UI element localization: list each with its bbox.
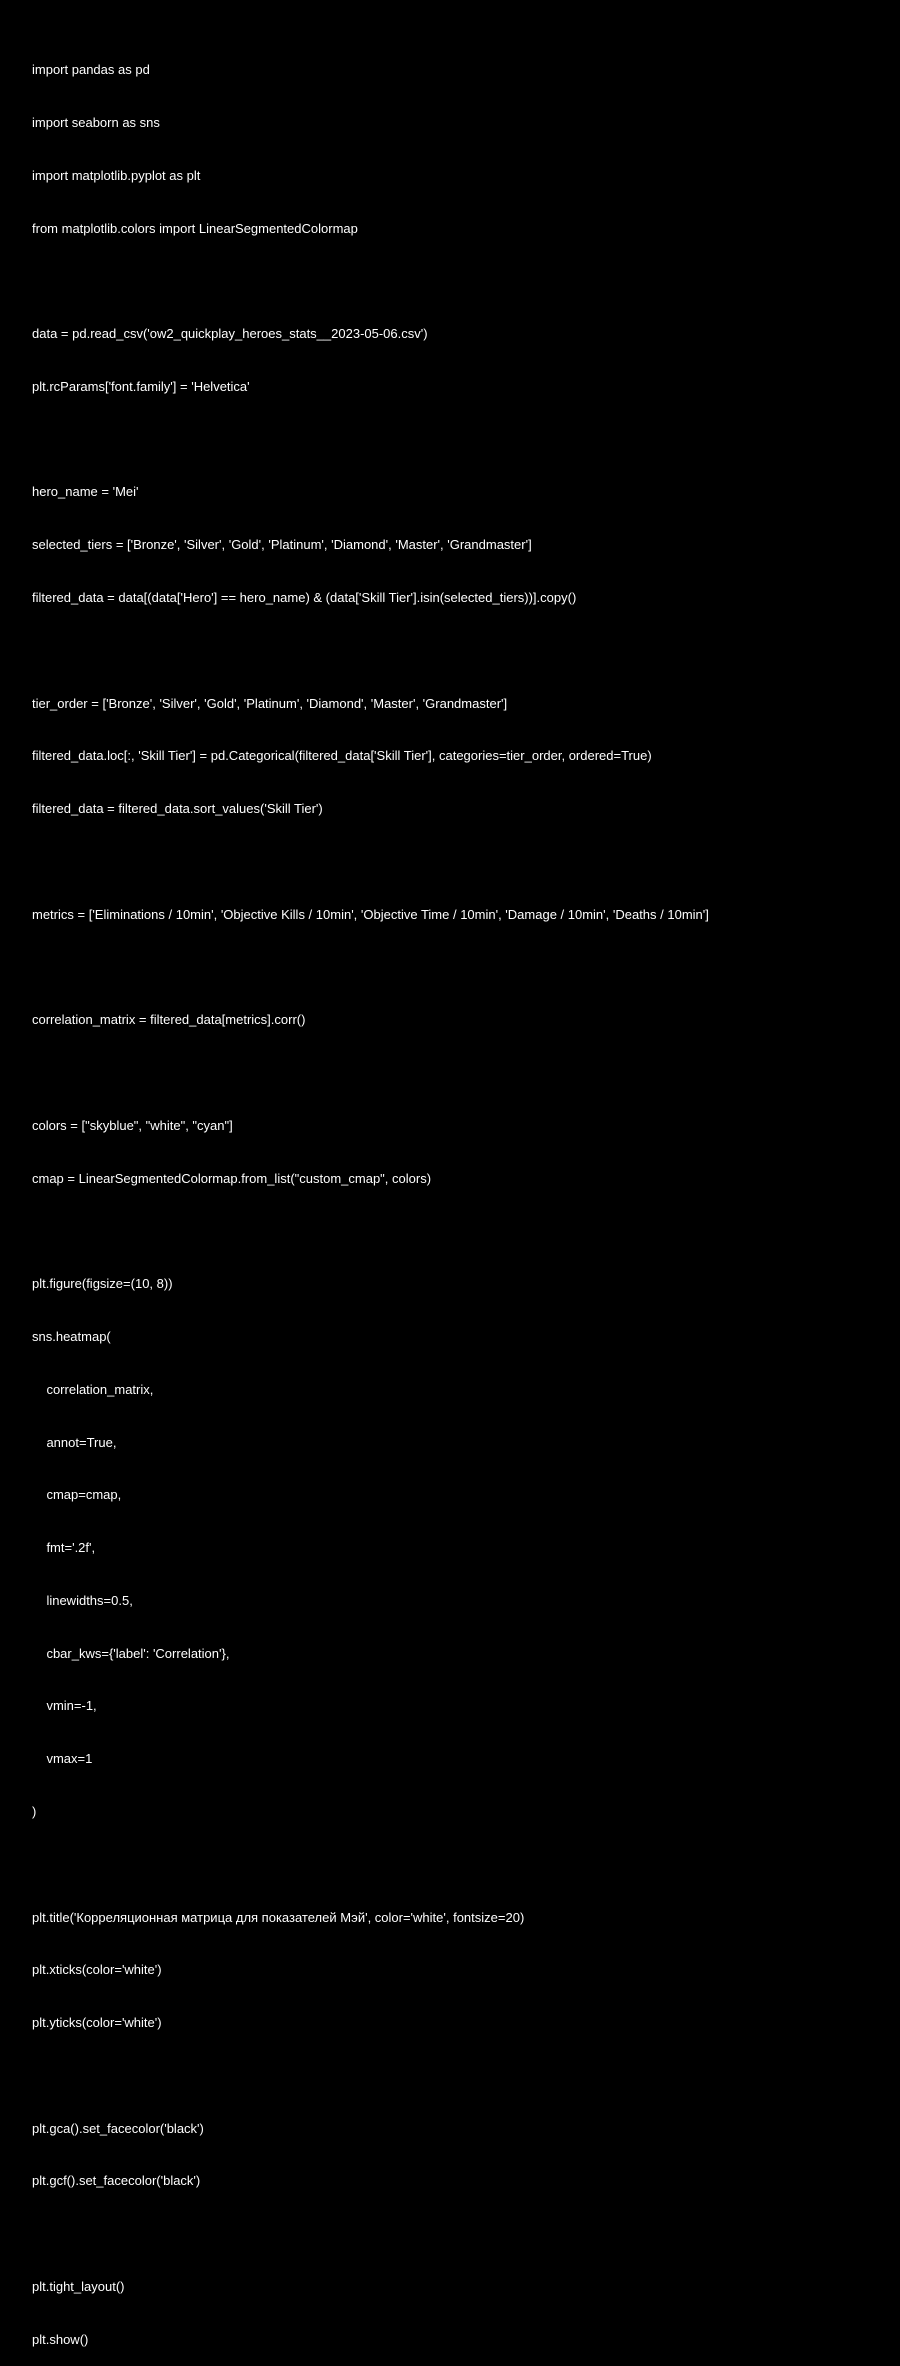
code-line: cmap=cmap, xyxy=(32,1487,122,1503)
code-line: vmin=-1, xyxy=(32,1698,97,1714)
code-line: hero_name = 'Mei' xyxy=(32,484,139,500)
code-line xyxy=(32,958,882,976)
code-line: plt.gcf().set_facecolor('black') xyxy=(32,2173,201,2189)
code-line: correlation_matrix, xyxy=(32,1381,154,1397)
code-line: import pandas as pd xyxy=(32,62,150,78)
code-block xyxy=(32,26,882,2366)
code-line: metrics = ['Eliminations / 10min', 'Objective Kills / 10min', 'Objective Time / 10min', 'Damage / 10min', 'Deaths / 10min'] xyxy=(32,906,709,922)
code-line: plt.tight_layout() xyxy=(32,2279,125,2294)
code-line: fmt='.2f', xyxy=(32,1540,96,1556)
code-line: filtered_data = data[(data['Hero'] == hero_name) & (data['Skill Tier'].isin(selected_tiers))].copy() xyxy=(32,590,577,605)
code-line xyxy=(32,2225,882,2243)
code-line: vmax=1 xyxy=(32,1751,93,1767)
code-line: import matplotlib.pyplot as plt xyxy=(32,167,201,183)
code-line: plt.show() xyxy=(32,2331,89,2347)
code-line xyxy=(32,272,882,290)
code-line: filtered_data.loc[:, 'Skill Tier'] = pd.Categorical(filtered_data['Skill Tier'], categories=tier_order, ordered=True) xyxy=(32,748,652,764)
code-line: annot=True, xyxy=(32,1434,117,1450)
code-line xyxy=(32,853,882,871)
code-line: cbar_kws={'label': 'Correlation'}, xyxy=(32,1645,230,1661)
code-line: selected_tiers = ['Bronze', 'Silver', 'Gold', 'Platinum', 'Diamond', 'Master', 'Grandmaster'] xyxy=(32,537,532,553)
code-line: ) xyxy=(32,1803,37,1819)
code-line: cmap = LinearSegmentedColormap.from_list("custom_cmap", colors) xyxy=(32,1170,432,1186)
code-line: plt.title('Корреляционная матрица для показателей Мэй', color='white', fontsize=20) xyxy=(32,1909,525,1925)
code-line: plt.yticks(color='white') xyxy=(32,2015,162,2031)
code-line: correlation_matrix = filtered_data[metrics].corr() xyxy=(32,1012,306,1028)
code-line: tier_order = ['Bronze', 'Silver', 'Gold', 'Platinum', 'Diamond', 'Master', 'Grandmaster'] xyxy=(32,695,508,711)
code-line: sns.heatmap( xyxy=(32,1328,111,1344)
code-line xyxy=(32,431,882,449)
code-line xyxy=(32,642,882,660)
code-line: plt.xticks(color='white') xyxy=(32,1962,162,1978)
code-line: filtered_data = filtered_data.sort_values('Skill Tier') xyxy=(32,801,323,817)
code-line: plt.figure(figsize=(10, 8)) xyxy=(32,1276,173,1292)
code-line xyxy=(32,2067,882,2085)
code-line: plt.gca().set_facecolor('black') xyxy=(32,2120,204,2136)
code-line: colors = ["skyblue", "white", "cyan"] xyxy=(32,1117,233,1133)
code-line: data = pd.read_csv('ow2_quickplay_heroes_stats__2023-05-06.csv') xyxy=(32,326,428,342)
code-line xyxy=(32,1222,882,1240)
code-line: plt.rcParams['font.family'] = 'Helvetica' xyxy=(32,378,250,394)
code-line xyxy=(32,1064,882,1082)
code-line: import seaborn as sns xyxy=(32,114,160,130)
code-line: linewidths=0.5, xyxy=(32,1592,133,1608)
code-line: from matplotlib.colors import LinearSegmentedColormap xyxy=(32,220,358,236)
code-line xyxy=(32,1856,882,1874)
